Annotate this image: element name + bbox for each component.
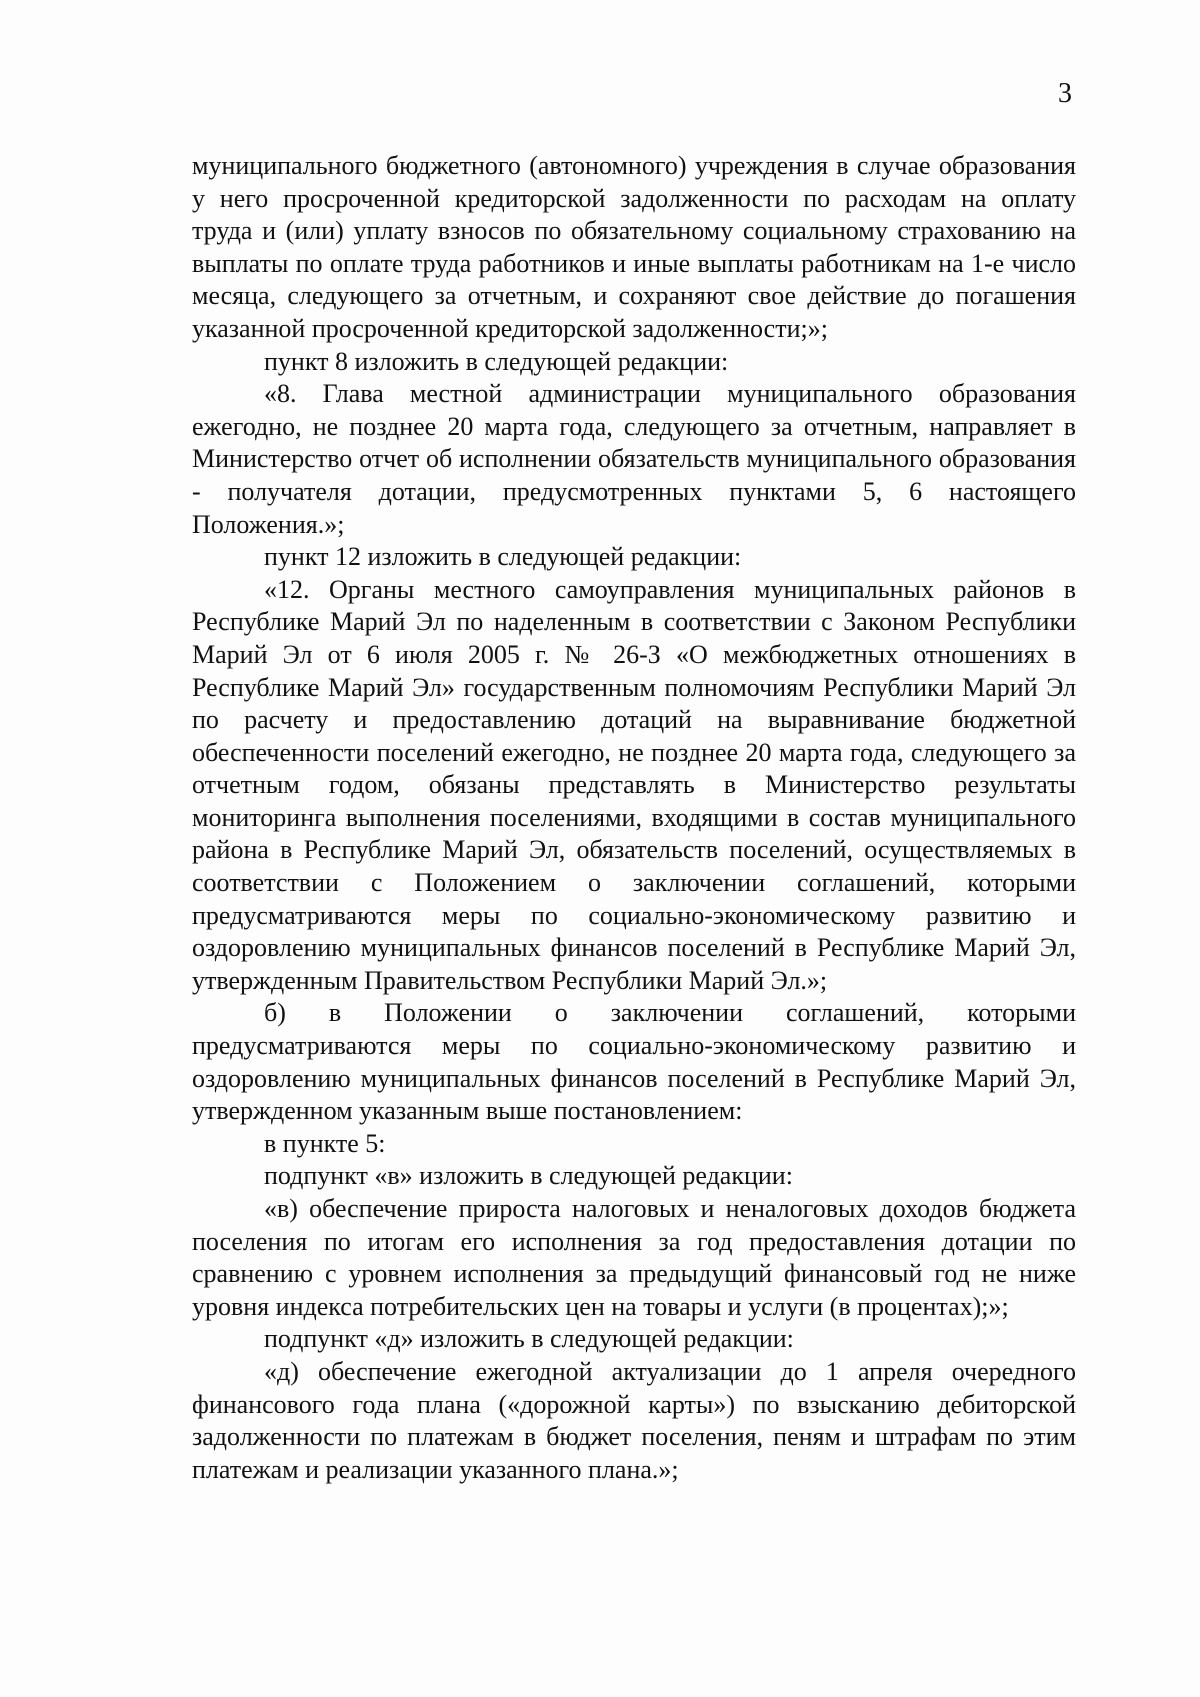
page-number: 3 [1058,78,1072,109]
paragraph: «12. Органы местного самоуправления муниципальных районов в Республике Марий Эл по наделенным в соответствии с Законом Республики Марий Эл от 6 июля 2005 г. № 26-З «О межбюджетных отношениях в Республике Марий Эл» государственным полномочиям Республики Марий Эл по расчету и предоставлению дотаций на выравнивание бюджетной обеспеченности поселений ежегодно, не позднее 20 марта года, следующего за отчетным годом, обязаны представлять в Министерство результаты мониторинга выполнения поселениями, входящими в состав муниципального района в Республике Марий Эл, обязательств поселений, осуществляемых в соответствии с Положением о заключении соглашений, которыми предусматриваются меры по социально-экономическому развитию и оздоровлению муниципальных финансов поселений в Республике Марий Эл, утвержденным Правительством Республики Марий Эл.»; [192,574,1076,995]
paragraph: «д) обеспечение ежегодной актуализации до 1 апреля очередного финансового года плана («дорожной карты») по взысканию дебиторской задолженности по платежам в бюджет поселения, пеням и штрафам по этим платежам и реализации указанного плана.»; [192,1356,1076,1484]
paragraph: подпункт «д» изложить в следующей редакции: [264,1324,794,1354]
paragraph: пункт 8 изложить в следующей редакции: [264,346,729,376]
paragraph: муниципального бюджетного (автономного) учреждения в случае образования у него просроченной кредиторской задолженности по расходам на оплату труда и (или) уплату взносов по обязательному социальному страхованию на выплаты по оплате труда работников и иные выплаты работникам на 1-е число месяца, следующего за отчетным, и сохраняют свое действие до погашения указанной просроченной кредиторской задолженности;»; [192,151,1076,343]
paragraph: «8. Глава местной администрации муниципального образования ежегодно, не позднее 20 марта года, следующего за отчетным, направляет в Министерство отчет об исполнении обязательств муниципального образования - получателя дотации, предусмотренных пунктами 5, 6 настоящего Положения.»; [192,379,1076,539]
paragraph: б) в Положении о заключении соглашений, которыми предусматриваются меры по социально-экономическому развитию и оздоровлению муниципальных финансов поселений в Республике Марий Эл, утвержденном указанным выше постановлением: [192,998,1076,1126]
paragraph: пункт 12 изложить в следующей редакции: [264,542,742,572]
paragraph: подпункт «в» изложить в следующей редакции: [264,1161,793,1191]
paragraph: в пункте 5: [264,1128,386,1158]
paragraph: «в) обеспечение прироста налоговых и неналоговых доходов бюджета поселения по итогам его исполнения за год предоставления дотации по сравнению с уровнем исполнения за предыдущий финансовый год не ниже уровня индекса потребительских цен на товары и услуги (в процентах);»; [192,1194,1076,1321]
document-body [192,150,1076,1486]
